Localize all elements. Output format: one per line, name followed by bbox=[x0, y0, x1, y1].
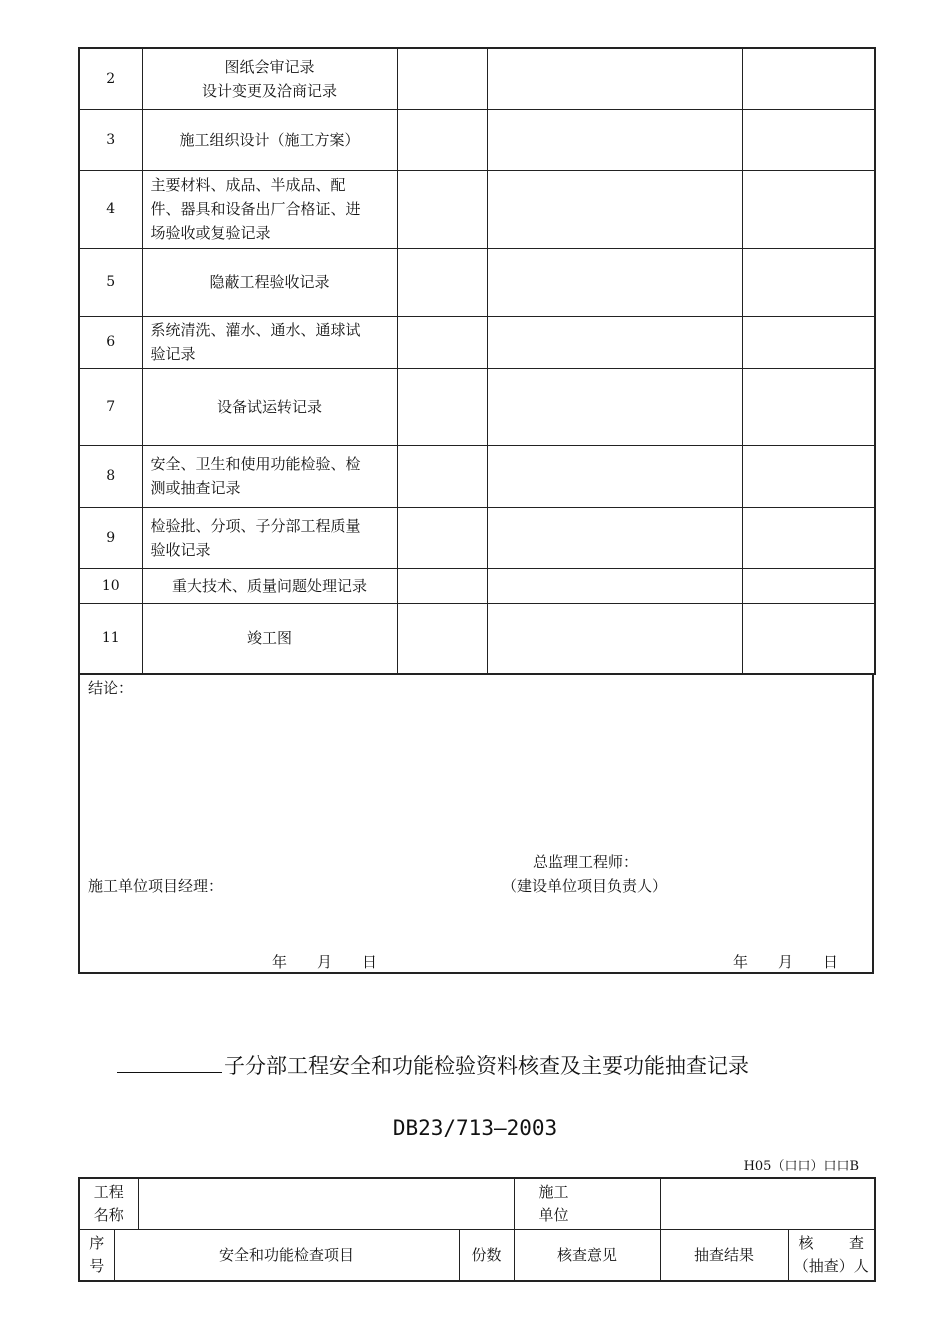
row-item-name bbox=[142, 507, 397, 568]
checker-cell[interactable] bbox=[742, 48, 875, 109]
form-standard: DB23/713—2003 bbox=[392, 1116, 558, 1140]
table-row bbox=[79, 248, 875, 316]
checker-cell[interactable] bbox=[742, 248, 875, 316]
row-item-name bbox=[142, 368, 397, 445]
result-header: 抽查结果 bbox=[660, 1229, 788, 1281]
item-name-line: 验记录 bbox=[150, 345, 196, 363]
item-name-line: 安全、卫生和使用功能检验、检 bbox=[150, 455, 361, 473]
item-name-line: 图纸会审记录 bbox=[224, 57, 315, 76]
item-name-line: 竣工图 bbox=[246, 629, 292, 648]
records-table bbox=[78, 47, 876, 675]
chief-supervisor-label: 总监理工程师： bbox=[533, 853, 639, 871]
date-right: 年 月 日 bbox=[733, 953, 839, 971]
opinion-cell[interactable] bbox=[487, 170, 742, 248]
checker-cell[interactable] bbox=[742, 568, 875, 603]
row-item-name bbox=[142, 316, 397, 368]
form-title bbox=[117, 1050, 749, 1080]
opinion-cell[interactable] bbox=[487, 445, 742, 507]
checker-cell[interactable] bbox=[742, 170, 875, 248]
table-row bbox=[79, 445, 875, 507]
copies-header: 份数 bbox=[459, 1229, 514, 1281]
row-number: 7 bbox=[79, 368, 142, 445]
date-left: 年 月 日 bbox=[272, 953, 378, 971]
row-number: 5 bbox=[79, 248, 142, 316]
item-name-line: 主要材料、成品、半成品、配 bbox=[150, 176, 346, 194]
owner-rep-label: （建设单位项目负责人） bbox=[502, 877, 668, 895]
table-row bbox=[79, 170, 875, 248]
copies-cell[interactable] bbox=[397, 603, 487, 674]
title-blank[interactable] bbox=[117, 1052, 222, 1073]
checker-cell[interactable] bbox=[742, 445, 875, 507]
copies-cell[interactable] bbox=[397, 170, 487, 248]
opinion-cell[interactable] bbox=[487, 368, 742, 445]
checker-cell[interactable] bbox=[742, 603, 875, 674]
copies-cell[interactable] bbox=[397, 48, 487, 109]
contractor-manager-label: 施工单位项目经理： bbox=[88, 877, 224, 895]
row-number: 6 bbox=[79, 316, 142, 368]
table-row bbox=[79, 603, 875, 674]
project-name-label: 工程名称 bbox=[79, 1178, 138, 1229]
table-row bbox=[79, 568, 875, 603]
row-number: 11 bbox=[79, 603, 142, 674]
row-item-name bbox=[142, 48, 397, 109]
row-item-name bbox=[142, 170, 397, 248]
row-number: 10 bbox=[79, 568, 142, 603]
item-name-line: 施工组织设计（施工方案） bbox=[179, 130, 360, 149]
conclusion-section bbox=[78, 673, 874, 974]
opinion-cell[interactable] bbox=[487, 48, 742, 109]
checker-cell[interactable] bbox=[742, 507, 875, 568]
unit-label: 施工单位 bbox=[514, 1178, 660, 1229]
copies-cell[interactable] bbox=[397, 368, 487, 445]
opinion-header: 核查意见 bbox=[514, 1229, 660, 1281]
opinion-cell[interactable] bbox=[487, 248, 742, 316]
item-name-line: 检验批、分项、子分部工程质量 bbox=[150, 516, 361, 535]
item-name-line: 重大技术、质量问题处理记录 bbox=[171, 576, 367, 595]
row-item-name bbox=[142, 568, 397, 603]
table-row bbox=[79, 48, 875, 109]
row-number: 4 bbox=[79, 170, 142, 248]
checker-cell[interactable] bbox=[742, 316, 875, 368]
copies-cell[interactable] bbox=[397, 445, 487, 507]
copies-cell[interactable] bbox=[397, 507, 487, 568]
opinion-cell[interactable] bbox=[487, 109, 742, 170]
row-item-name bbox=[142, 109, 397, 170]
row-number: 2 bbox=[79, 48, 142, 109]
table-row bbox=[79, 109, 875, 170]
checker-cell[interactable] bbox=[742, 368, 875, 445]
row-item-name bbox=[142, 248, 397, 316]
conclusion-label: 结论： bbox=[88, 679, 134, 697]
seq-header: 序号 bbox=[79, 1229, 114, 1281]
item-name-line: 场验收或复验记录 bbox=[150, 224, 271, 242]
table-row bbox=[79, 316, 875, 368]
project-name-value[interactable] bbox=[138, 1178, 514, 1229]
checker-header: 核查 （抽查）人 bbox=[788, 1229, 875, 1281]
opinion-cell[interactable] bbox=[487, 568, 742, 603]
checker-cell[interactable] bbox=[742, 109, 875, 170]
item-name-line: 隐蔽工程验收记录 bbox=[209, 273, 330, 291]
item-name-line: 设计变更及洽商记录 bbox=[201, 81, 337, 100]
form-title-text: 子分部工程安全和功能检验资料核查及主要功能抽查记录 bbox=[224, 1054, 749, 1078]
table-row bbox=[79, 368, 875, 445]
opinion-cell[interactable] bbox=[487, 507, 742, 568]
row-item-name bbox=[142, 603, 397, 674]
item-name-line: 系统清洗、灌水、通水、通球试 bbox=[150, 321, 361, 339]
form-code: H05（口口）口口B bbox=[743, 1159, 859, 1174]
item-name-line: 验收记录 bbox=[150, 540, 211, 559]
item-header: 安全和功能检查项目 bbox=[114, 1229, 459, 1281]
item-name-line: 件、器具和设备出厂合格证、进 bbox=[150, 200, 361, 218]
opinion-cell[interactable] bbox=[487, 603, 742, 674]
copies-cell[interactable] bbox=[397, 316, 487, 368]
copies-cell[interactable] bbox=[397, 109, 487, 170]
row-number: 8 bbox=[79, 445, 142, 507]
copies-cell[interactable] bbox=[397, 568, 487, 603]
item-name-line: 测或抽查记录 bbox=[150, 479, 241, 497]
opinion-cell[interactable] bbox=[487, 316, 742, 368]
row-item-name bbox=[142, 445, 397, 507]
table-row bbox=[79, 507, 875, 568]
row-number: 9 bbox=[79, 507, 142, 568]
item-name-line: 设备试运转记录 bbox=[216, 397, 322, 416]
inspection-table bbox=[78, 1177, 876, 1282]
unit-value[interactable] bbox=[660, 1178, 875, 1229]
row-number: 3 bbox=[79, 109, 142, 170]
copies-cell[interactable] bbox=[397, 248, 487, 316]
